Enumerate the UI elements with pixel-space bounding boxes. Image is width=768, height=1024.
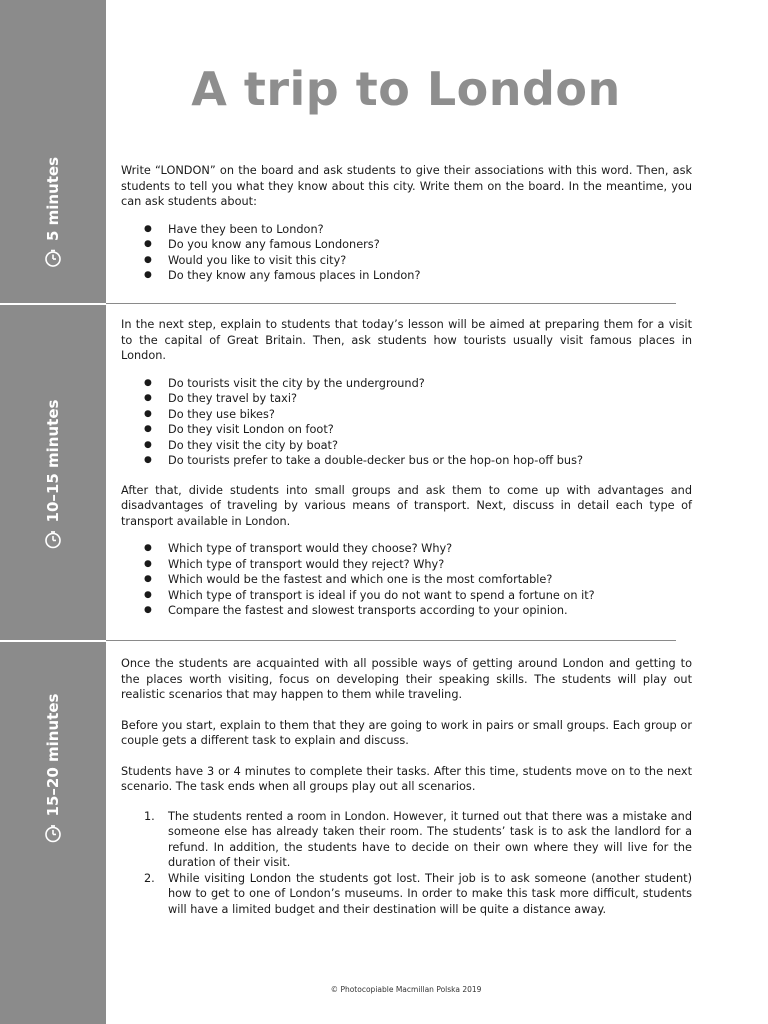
list-number: 1. — [144, 809, 155, 823]
list-item: ● Do tourists visit the city by the underground? — [121, 376, 692, 392]
list-item: ● Do they use bikes? — [121, 407, 692, 423]
time-text: 5 minutes — [44, 156, 62, 242]
list-item: ● Have they been to London? — [121, 222, 692, 238]
section-paragraph: After that, divide students into small groups and ask them to come up with advantages and disadvantages of traveling by various means of transport. Next, discuss in detail each type of transport available in London. — [121, 483, 692, 528]
list-item: ● Do they travel by taxi? — [121, 391, 692, 407]
stopwatch-icon — [44, 530, 62, 548]
section-3 — [121, 656, 692, 917]
copyright-footer: © Photocopiable Macmillan Polska 2019 — [330, 985, 482, 994]
time-label-3 — [44, 694, 62, 843]
time-label-1 — [44, 157, 62, 267]
list-item: ● Which type of transport would they choose? Why? — [121, 541, 692, 557]
list-number: 2. — [144, 871, 155, 885]
question-list — [121, 541, 692, 619]
list-item: ● Do tourists prefer to take a double-decker bus or the hop-on hop-off bus? — [121, 453, 692, 469]
stopwatch-icon — [44, 824, 62, 842]
list-item — [121, 809, 692, 871]
task-text: While visiting London the students got lost. Their job is to ask someone (another student) how to get to one of London’s museums. In order to make this task more difficult, students will have a limited budget and their destination will be quite a distance away. — [168, 871, 692, 916]
section-paragraph: Once the students are acquainted with all possible ways of getting around London and getting to the places worth visiting, focus on developing their speaking skills. The students will play out realistic scenarios that may happen to them while traveling. — [121, 657, 692, 701]
section-intro: In the next step, explain to students that today’s lesson will be aimed at preparing them for a visit to the capital of Great Britain. Then, ask students how tourists usually visit famous places in London. — [121, 318, 692, 362]
time-text: 15–20 minutes — [44, 693, 62, 817]
list-item: ● Which type of transport would they reject? Why? — [121, 557, 692, 573]
section-divider — [106, 640, 676, 641]
stopwatch-icon — [44, 249, 62, 267]
task-list — [121, 809, 692, 918]
list-item: ● Which type of transport is ideal if you do not want to spend a fortune on it? — [121, 588, 692, 604]
list-item: ● Would you like to visit this city? — [121, 253, 692, 269]
list-item: ● Do they know any famous places in London? — [121, 268, 692, 284]
list-item: ● Compare the fastest and slowest transports according to your opinion. — [121, 603, 692, 619]
time-label-2 — [44, 400, 62, 549]
list-item: ● Do they visit the city by boat? — [121, 438, 692, 454]
section-paragraph: Before you start, explain to them that they are going to work in pairs or small groups. Each group or couple gets a different task to explain and discuss. — [121, 718, 692, 747]
list-item: ● Do you know any famous Londoners? — [121, 237, 692, 253]
section-paragraph: Students have 3 or 4 minutes to complete their tasks. After this time, students move on to the next scenario. The task ends when all groups play out all scenarios. — [121, 764, 692, 793]
section-1 — [121, 163, 692, 298]
question-list — [121, 222, 692, 284]
list-item: ● Which would be the fastest and which one is the most comfortable? — [121, 572, 692, 588]
sidebar — [0, 0, 106, 1024]
section-2 — [121, 317, 692, 633]
list-item: ● Do they visit London on foot? — [121, 422, 692, 438]
section-divider — [106, 303, 676, 304]
task-text: The students rented a room in London. However, it turned out that there was a mistake and someone else has already taken their room. The students’ task is to ask the landlord for a refund. In addition, the students have to decide on their own where they will live for the duration of their visit. — [168, 809, 692, 869]
page-title: A trip to London — [191, 62, 621, 116]
section-intro: Write “LONDON” on the board and ask students to give their associations with this word. Then, ask students to tell you what they know about this city. Write them on the board. In the meantime, you can ask students about: — [121, 164, 692, 208]
question-list — [121, 376, 692, 469]
list-item — [121, 871, 692, 918]
time-text: 10–15 minutes — [44, 399, 62, 523]
